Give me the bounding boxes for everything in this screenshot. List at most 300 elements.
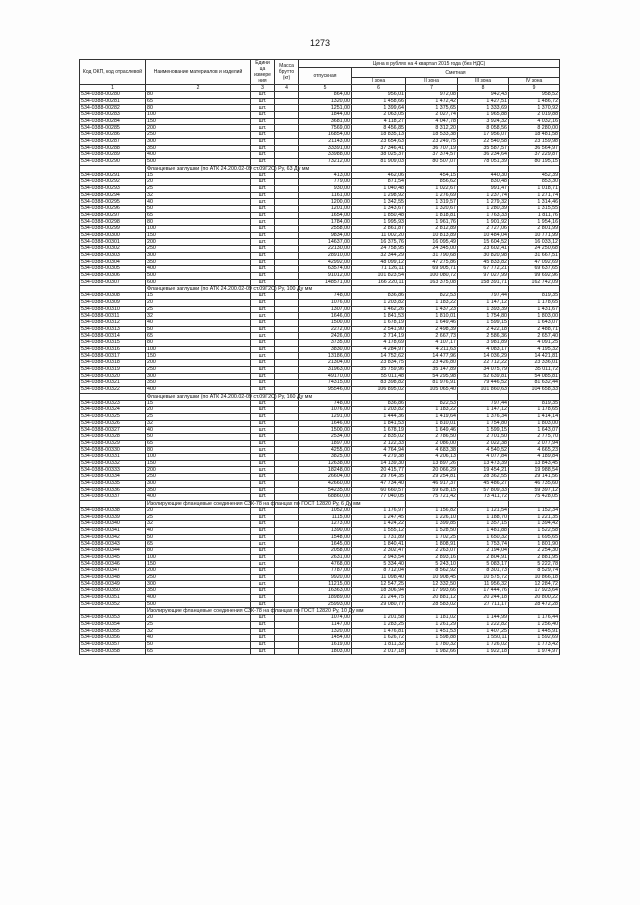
item-mass — [275, 460, 299, 467]
zone-1-price: 836,86 — [352, 400, 406, 407]
zone-4-price: 1 486,72 — [509, 98, 560, 105]
zone-2-price: 1 437,23 — [406, 306, 458, 313]
release-price: 1052,00 — [299, 507, 352, 514]
zone-4-price: 1 643,07 — [509, 427, 560, 434]
zone-1-price: 1 247,45 — [352, 514, 406, 521]
release-price: 21304,00 — [299, 360, 352, 367]
item-unit: шт. — [251, 541, 275, 548]
table-row — [80, 420, 560, 427]
item-unit: шт. — [251, 172, 275, 179]
unit-column-header: Едини ца измере ния — [251, 60, 275, 85]
item-mass — [275, 132, 299, 139]
release-price: 33988,00 — [299, 152, 352, 159]
item-code: 534-0388-00298 — [80, 219, 146, 226]
zone-1-price: 60 660,57 — [352, 487, 406, 494]
item-name: 400 — [146, 494, 251, 501]
zone-1-price: 1 444,36 — [352, 413, 406, 420]
table-row — [80, 648, 560, 655]
page-number: 1273 — [309, 38, 331, 48]
item-mass — [275, 413, 299, 420]
item-name: 200 — [146, 125, 251, 132]
zone-4-price: 4 189,84 — [509, 454, 560, 461]
zone-1-price: 2 541,90 — [352, 326, 406, 333]
zone-3-price: 942,43 — [458, 92, 509, 99]
item-unit: шт. — [251, 239, 275, 246]
zone-2-price: 4 107,17 — [406, 340, 458, 347]
release-price: 1844,00 — [299, 112, 352, 119]
zone-3-price: 1 147,12 — [458, 299, 509, 306]
zone-2-price: 80 507,07 — [406, 158, 458, 165]
zone-4-price: 1 811,76 — [509, 212, 560, 219]
item-code: 534-0388-00307 — [80, 279, 146, 286]
zone-1-price: 4 118,27 — [352, 118, 406, 125]
item-unit: шт. — [251, 192, 275, 199]
item-mass — [275, 641, 299, 648]
release-price: 1390,00 — [299, 527, 352, 534]
item-unit: шт. — [251, 92, 275, 99]
item-name: 80 — [146, 92, 251, 99]
item-name: 350 — [146, 487, 251, 494]
item-mass — [275, 118, 299, 125]
item-mass — [275, 92, 299, 99]
item-name: 300 — [146, 581, 251, 588]
zone-2-price: 12 332,50 — [406, 581, 458, 588]
zone-2-price: 1 649,46 — [406, 427, 458, 434]
item-unit: шт. — [251, 480, 275, 487]
zone-4-price: 35 011,72 — [509, 366, 560, 373]
item-mass — [275, 514, 299, 521]
item-code: 534-0388-00302 — [80, 246, 146, 253]
zone-4-price: 14 421,81 — [509, 353, 560, 360]
item-name: 80 — [146, 447, 251, 454]
zone-3-price: 1 599,15 — [458, 320, 509, 327]
zone-1-price: 2 943,54 — [352, 554, 406, 561]
item-name: 200 — [146, 360, 251, 367]
empty-cell — [509, 165, 560, 172]
release-price: 31963,00 — [299, 366, 352, 373]
item-unit: шт. — [251, 185, 275, 192]
item-unit: шт. — [251, 212, 275, 219]
release-price: 1897,00 — [299, 440, 352, 447]
item-code: 534-0388-00343 — [80, 541, 146, 548]
item-mass — [275, 548, 299, 555]
release-price: 1291,00 — [299, 413, 352, 420]
zone-4-price: 2 657,40 — [509, 333, 560, 340]
zone-3-price: 2 727,06 — [458, 226, 509, 233]
item-name: 400 — [146, 152, 251, 159]
zone-3-price: 2 586,36 — [458, 333, 509, 340]
table-row — [80, 279, 560, 286]
col-number: 1 — [80, 85, 146, 92]
zone-2-price: 2 893,16 — [406, 554, 458, 561]
item-code: 534-0388-00328 — [80, 434, 146, 441]
item-code: 534-0388-00345 — [80, 554, 146, 561]
zone-1-price: 1 424,22 — [352, 521, 406, 528]
zone-1-price: 1 678,19 — [352, 427, 406, 434]
zone-3-price: 1 280,39 — [458, 206, 509, 213]
item-code: 534-0388-00340 — [80, 521, 146, 528]
item-code: 534-0388-00308 — [80, 293, 146, 300]
item-code: 534-0388-00325 — [80, 413, 146, 420]
zone-2-price: 1 808,91 — [406, 541, 458, 548]
zone-4-price: 4 091,25 — [509, 340, 560, 347]
item-code: 534-0388-00290 — [80, 158, 146, 165]
zone-3-price: 1 965,88 — [458, 112, 509, 119]
zone-4-price: 69 637,65 — [509, 266, 560, 273]
zone-2-price: 1 598,88 — [406, 635, 458, 642]
item-code: 534-0388-00358 — [80, 648, 146, 655]
item-mass — [275, 306, 299, 313]
zone-1-price: 1 399,64 — [352, 105, 406, 112]
zone-4-price: 104 658,33 — [509, 386, 560, 393]
item-code: 534-0388-00324 — [80, 407, 146, 414]
item-unit: шт. — [251, 259, 275, 266]
item-unit: шт. — [251, 413, 275, 420]
item-mass — [275, 635, 299, 642]
name-column-header: Наименование материалов и изделий — [146, 60, 251, 85]
zone-1-price: 1 678,19 — [352, 320, 406, 327]
item-name: 20 — [146, 615, 251, 622]
zone-1-price: 1 201,58 — [352, 615, 406, 622]
zone-4-price: 162 742,09 — [509, 279, 560, 286]
zone-2-price: 8 312,20 — [406, 125, 458, 132]
zone-3-price: 1 188,70 — [458, 514, 509, 521]
item-mass — [275, 480, 299, 487]
zone-2-price: 1 022,67 — [406, 185, 458, 192]
zone-3-price: 30 820,98 — [458, 252, 509, 259]
zone-1-price: 29 080,77 — [352, 601, 406, 608]
item-mass — [275, 407, 299, 414]
release-price: 4255,00 — [299, 447, 352, 454]
table-row — [80, 252, 560, 259]
item-mass — [275, 601, 299, 608]
zone-3-price: 2 022,38 — [458, 440, 509, 447]
item-unit: шт. — [251, 206, 275, 213]
zone-4-price: 4 032,16 — [509, 118, 560, 125]
release-price: 22130,00 — [299, 246, 352, 253]
item-name: 20 — [146, 299, 251, 306]
item-mass — [275, 568, 299, 575]
zone-1-price: 1 298,92 — [352, 192, 406, 199]
release-price: 1251,00 — [299, 105, 352, 112]
item-mass — [275, 98, 299, 105]
item-name: 15 — [146, 400, 251, 407]
zone-1-price: 71 126,11 — [352, 266, 406, 273]
zone-1-price: 1 841,53 — [352, 313, 406, 320]
zone-3-price: 73 411,72 — [458, 494, 509, 501]
item-name: 100 — [146, 112, 251, 119]
item-mass — [275, 366, 299, 373]
item-unit: шт. — [251, 534, 275, 541]
release-price: 748,00 — [299, 400, 352, 407]
zone-2-price: 4 206,13 — [406, 454, 458, 461]
table-row — [80, 480, 560, 487]
item-mass — [275, 400, 299, 407]
zone-2-price: 5 243,10 — [406, 561, 458, 568]
item-mass — [275, 145, 299, 152]
zone-2-price: 1 810,01 — [406, 313, 458, 320]
item-unit: шт. — [251, 226, 275, 233]
release-price: 7787,00 — [299, 568, 352, 575]
item-unit: шт. — [251, 574, 275, 581]
zone-4-price: 1 176,44 — [509, 615, 560, 622]
zone-2-price: 10 908,45 — [406, 574, 458, 581]
zone-1-price: 2 017,18 — [352, 648, 406, 655]
zone-3-price: 1 222,82 — [458, 621, 509, 628]
zone-4-price: 36 564,97 — [509, 145, 560, 152]
item-unit: шт. — [251, 145, 275, 152]
release-price: 413,00 — [299, 172, 352, 179]
item-mass — [275, 219, 299, 226]
zone-1-price: 2 835,02 — [352, 434, 406, 441]
zone-1-price: 1 811,32 — [352, 641, 406, 648]
release-price: 1320,00 — [299, 98, 352, 105]
zone-1-price: 11 098,40 — [352, 574, 406, 581]
zone-2-price: 2 812,89 — [406, 226, 458, 233]
item-name: 100 — [146, 226, 251, 233]
item-unit: шт. — [251, 252, 275, 259]
zone-1-price: 16 375,76 — [352, 239, 406, 246]
item-mass — [275, 152, 299, 159]
zone-2-price: 822,53 — [406, 293, 458, 300]
item-code: 534-0388-00333 — [80, 467, 146, 474]
zone-2-price: 29 254,81 — [406, 474, 458, 481]
zone-4-price: 819,35 — [509, 400, 560, 407]
release-price: 1500,00 — [299, 427, 352, 434]
zone-1-price: 871,54 — [352, 179, 406, 186]
item-name: 50 — [146, 206, 251, 213]
release-price: 1307,00 — [299, 306, 352, 313]
zone-3-price: 3 924,32 — [458, 118, 509, 125]
item-name: 400 — [146, 266, 251, 273]
item-unit: шт. — [251, 306, 275, 313]
zone-4-price: 75 428,05 — [509, 494, 560, 501]
zone-1-price: 11 002,20 — [352, 232, 406, 239]
zone-3-price: 1 754,80 — [458, 420, 509, 427]
table-row — [80, 98, 560, 105]
zone-3-price: 67 772,21 — [458, 266, 509, 273]
item-unit: шт. — [251, 333, 275, 340]
item-unit: шт. — [251, 272, 275, 279]
item-name: 65 — [146, 541, 251, 548]
zone-2-price: 1 818,81 — [406, 212, 458, 219]
item-code: 534-0388-00329 — [80, 440, 146, 447]
zone-3-price: 1 922,18 — [458, 648, 509, 655]
item-code: 534-0388-00351 — [80, 594, 146, 601]
item-unit: шт. — [251, 467, 275, 474]
release-price: 2534,00 — [299, 434, 352, 441]
release-price: 91012,00 — [299, 272, 352, 279]
item-name: 15 — [146, 172, 251, 179]
zone-3-price: 19 454,21 — [458, 467, 509, 474]
item-name: 50 — [146, 641, 251, 648]
zone-4-price: 18 481,58 — [509, 132, 560, 139]
zone-3-price: 13 473,39 — [458, 460, 509, 467]
item-mass — [275, 226, 299, 233]
zone-3-price: 78 051,39 — [458, 158, 509, 165]
item-unit: шт. — [251, 615, 275, 622]
zone-2-price: 1 399,85 — [406, 521, 458, 528]
zone-4-price: 1 445,91 — [509, 628, 560, 635]
zone-3-price: 1 763,33 — [458, 212, 509, 219]
item-name: 350 — [146, 380, 251, 387]
item-name: 400 — [146, 594, 251, 601]
zone-4-price: 46 735,60 — [509, 480, 560, 487]
item-unit: шт. — [251, 279, 275, 286]
item-unit: шт. — [251, 112, 275, 119]
item-unit: шт. — [251, 641, 275, 648]
zone-1-price: 18 306,94 — [352, 588, 406, 595]
item-mass — [275, 179, 299, 186]
zone-4-price: 20 800,22 — [509, 594, 560, 601]
estimate-price-header: Сметная — [352, 68, 560, 78]
section-row — [80, 165, 560, 172]
item-mass — [275, 386, 299, 393]
item-unit: шт. — [251, 454, 275, 461]
release-price: 2058,00 — [299, 548, 352, 555]
zone-3-price: 17 956,07 — [458, 132, 509, 139]
item-mass — [275, 615, 299, 622]
item-name: 80 — [146, 219, 251, 226]
table-row — [80, 386, 560, 393]
item-unit: шт. — [251, 366, 275, 373]
section-title: Изолирующие фланцевые соединения СЗК-78 на фланцах по ГОСТ 12820 Ру, 6 Ду мм — [147, 500, 361, 507]
item-code: 534-0388-00310 — [80, 306, 146, 313]
zone-3-price: 4 540,52 — [458, 447, 509, 454]
zone-2-price: 1 183,22 — [406, 407, 458, 414]
col-number: 6 — [352, 85, 406, 92]
zone-4-price: 1 256,40 — [509, 621, 560, 628]
zone-1-price: 1 995,93 — [352, 219, 406, 226]
release-price: 18989,00 — [299, 594, 352, 601]
item-code: 534-0388-00313 — [80, 326, 146, 333]
item-mass — [275, 272, 299, 279]
release-price: 1646,00 — [299, 313, 352, 320]
zone-2-price: 31 790,68 — [406, 252, 458, 259]
item-name: 150 — [146, 353, 251, 360]
zone-3-price: 1 599,15 — [458, 427, 509, 434]
zone-1-price: 2 714,19 — [352, 333, 406, 340]
item-mass — [275, 434, 299, 441]
release-price: 1500,00 — [299, 320, 352, 327]
zone-1-price: 4 178,69 — [352, 340, 406, 347]
zone-2-price: 2 086,00 — [406, 440, 458, 447]
item-mass — [275, 467, 299, 474]
release-price: 1320,00 — [299, 628, 352, 635]
item-mass — [275, 320, 299, 327]
release-price: 49170,00 — [299, 373, 352, 380]
item-unit: шт. — [251, 353, 275, 360]
zone-4-price: 1 394,42 — [509, 521, 560, 528]
item-code: 534-0388-00316 — [80, 346, 146, 353]
release-price: 1803,00 — [299, 648, 352, 655]
zone-4-price: 1 431,67 — [509, 306, 560, 313]
item-code: 534-0388-00317 — [80, 353, 146, 360]
item-unit: шт. — [251, 326, 275, 333]
zone-4-price: 819,35 — [509, 293, 560, 300]
zone-3-price: 1 376,34 — [458, 413, 509, 420]
item-code: 534-0388-00327 — [80, 427, 146, 434]
zone-4-price: 54 085,81 — [509, 373, 560, 380]
zone-2-price: 20 066,29 — [406, 467, 458, 474]
item-unit: шт. — [251, 527, 275, 534]
release-price: 1646,00 — [299, 420, 352, 427]
zone-2-price: 1 183,22 — [406, 299, 458, 306]
item-code: 534-0388-00349 — [80, 581, 146, 588]
zone-1-price: 1 283,25 — [352, 621, 406, 628]
zone-1-price: 35 759,96 — [352, 366, 406, 373]
item-mass — [275, 279, 299, 286]
item-unit: шт. — [251, 460, 275, 467]
zone-4-price: 2 488,71 — [509, 326, 560, 333]
zone-1-price: 20 415,77 — [352, 467, 406, 474]
zone-3-price: 2 701,50 — [458, 434, 509, 441]
zone-3-price: 2 422,18 — [458, 326, 509, 333]
item-code: 534-0388-00330 — [80, 447, 146, 454]
item-code: 534-0388-00283 — [80, 112, 146, 119]
item-unit: шт. — [251, 628, 275, 635]
zone-3-price: 10 575,72 — [458, 574, 509, 581]
zone-4-price: 29 141,56 — [509, 474, 560, 481]
release-price: 779,00 — [299, 179, 352, 186]
zone-2-price: 23 426,80 — [406, 360, 458, 367]
zone-3-price: 158 391,71 — [458, 279, 509, 286]
zone-3-price: 1 901,92 — [458, 219, 509, 226]
item-name: 25 — [146, 185, 251, 192]
item-name: 25 — [146, 413, 251, 420]
zone-1-price: 21 244,75 — [352, 594, 406, 601]
zone-3-price: 4 083,17 — [458, 346, 509, 353]
item-code: 534-0388-00357 — [80, 641, 146, 648]
zone-1-price: 1 841,53 — [352, 420, 406, 427]
item-name: 65 — [146, 333, 251, 340]
zone-2-price: 2 786,50 — [406, 434, 458, 441]
zone-4-price: 99 692,96 — [509, 272, 560, 279]
item-code: 534-0388-00318 — [80, 360, 146, 367]
table-row — [80, 326, 560, 333]
item-mass — [275, 206, 299, 213]
zone-1-price: 1 731,89 — [352, 534, 406, 541]
zone-4-price: 1 773,42 — [509, 641, 560, 648]
item-code: 534-0388-00331 — [80, 454, 146, 461]
empty-cell — [80, 165, 146, 172]
zone-4-price: 1 974,97 — [509, 648, 560, 655]
item-mass — [275, 239, 299, 246]
item-unit: шт. — [251, 487, 275, 494]
item-code: 534-0388-00299 — [80, 226, 146, 233]
zone-4-price: 1 271,74 — [509, 192, 560, 199]
zone-4-price: 28 472,28 — [509, 601, 560, 608]
item-code: 534-0388-00332 — [80, 460, 146, 467]
zone-1-price: 8 712,04 — [352, 568, 406, 575]
zone-3-price: 1 144,99 — [458, 615, 509, 622]
zone-4-price: 16 033,12 — [509, 239, 560, 246]
release-price: 21143,00 — [299, 138, 352, 145]
item-code: 534-0388-00353 — [80, 615, 146, 622]
item-mass — [275, 266, 299, 273]
table-row — [80, 594, 560, 601]
item-name: 150 — [146, 460, 251, 467]
release-price: 1784,00 — [299, 219, 352, 226]
zone-1-price: 47 734,40 — [352, 480, 406, 487]
item-unit: шт. — [251, 98, 275, 105]
table-row — [80, 192, 560, 199]
item-name: 25 — [146, 306, 251, 313]
zone-4-price: 1 315,55 — [509, 206, 560, 213]
item-mass — [275, 246, 299, 253]
zone-2-price: 1 810,01 — [406, 420, 458, 427]
release-price: 28910,00 — [299, 252, 352, 259]
